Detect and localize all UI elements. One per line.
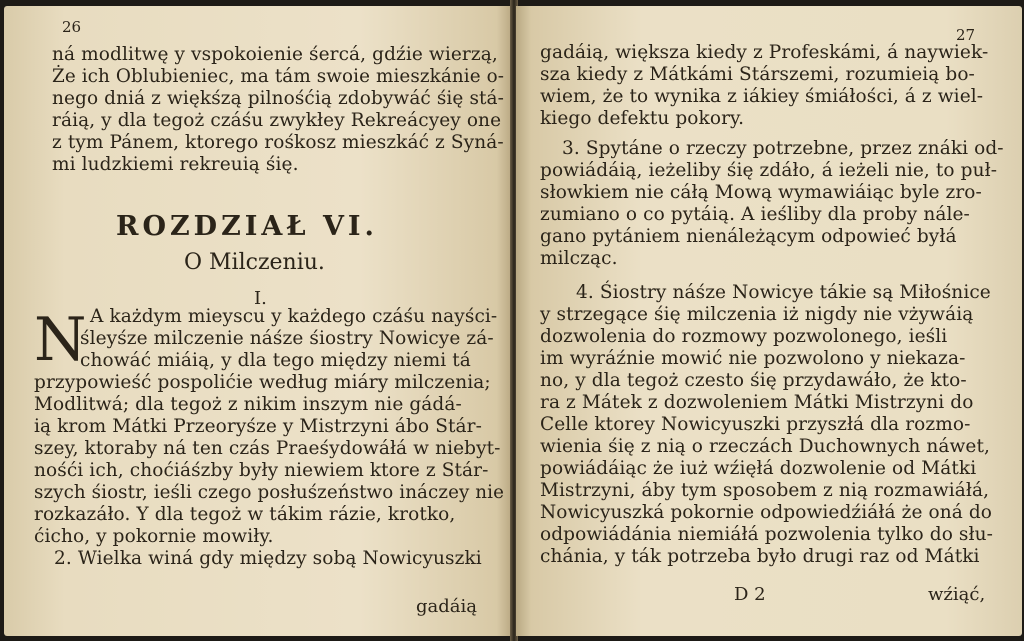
text-line: im wyráźnie mowić nie pozwolono y niekaza-	[540, 348, 966, 369]
text-line: Modlitwá; dla tegoż z nikim inszym nie gádá-	[34, 394, 462, 415]
text-line: Że ich Oblubieniec, ma tám swoie mieszkánie o-	[52, 66, 504, 87]
text-line: gano pytániem nienáleżącym odpowieć byłá	[540, 226, 957, 247]
drop-cap: N	[34, 305, 87, 375]
text-line: nośći ich, choćiáśzby były niewiem ktore z Stár-	[34, 460, 489, 481]
section-number: I.	[254, 288, 267, 309]
text-line: milcząc.	[540, 248, 618, 269]
text-line: Nowicyuszká pokornie odpowiedźiáłá że oná do	[540, 502, 993, 523]
page-number: 26	[62, 18, 82, 36]
text-line: 4. Śiostry náśze Nowicye tákie są Miłośnice	[576, 282, 991, 303]
text-line: nego dniá z więkśzą pilnośćią zdobywáć śię stá-	[52, 88, 504, 109]
text-line: kiego defektu pokory.	[540, 108, 745, 129]
text-line: 2. Wielka winá gdy między sobą Nowicyuszki	[54, 548, 482, 569]
text-line: chánia, y ták potrzeba było drugi raz od Mátki	[540, 546, 980, 567]
left-page	[4, 6, 512, 636]
text-line: odpowiádánia niemiáłá pozwolenia tylko do słu-	[540, 524, 993, 545]
text-line: gadáią, większa kiedy z Profeskámi, á naywiek-	[540, 42, 989, 63]
text-line: chowáć miáią, y dla tego między niemi tá	[80, 350, 471, 371]
text-line: ra z Mátek z dozwoleniem Mátki Mistrzyni do	[540, 392, 974, 413]
text-line: powiádáią, ieżeliby śię zdáło, á ieżeli nie, to puł-	[540, 160, 998, 181]
chapter-subtitle: O Milczeniu.	[184, 250, 325, 275]
text-line: rozkazáło. Y dla tegoż w tákim rázie, krotko,	[34, 504, 456, 525]
text-line: A każdym mieyscu y każdego czáśu nayści-	[90, 306, 498, 327]
text-line: powiádáiąc że iuż wźięłá dozwolenie od Mátki	[540, 458, 977, 479]
text-line: Mistrzyni, áby tym sposobem z nią rozmawiáłá,	[540, 480, 990, 501]
catchword: wźiąć,	[928, 584, 986, 605]
text-line: dozwolenia do rozmowy pozwolonego, ieśli	[540, 326, 948, 347]
text-line: wienia śię z nią o rzeczách Duchownych náwet,	[540, 436, 990, 457]
text-line: mi ludzkiemi rekreuią śię.	[52, 154, 299, 175]
text-line: szey, ktoraby ná ten czás Praeśydowáłá w niebyt-	[34, 438, 501, 459]
right-page	[516, 6, 1022, 636]
text-line: y strzegące śię milczenia iż nigdy nie vżywáią	[540, 304, 974, 325]
text-line: z tym Pánem, ktorego rośkosz mieszkáć z Syná-	[52, 132, 504, 153]
text-line: Celle ktorey Nowicyuszki przyszłá dla rozmo-	[540, 414, 971, 435]
page-number: 27	[956, 26, 976, 44]
chapter-title: ROZDZIAŁ VI.	[116, 211, 378, 242]
text-line: słowkiem nie cáłą Mową wymawiáiąc byle zro-	[540, 182, 982, 203]
text-line: śleyśze milczenie náśze śiostry Nowicye zá-	[80, 328, 494, 349]
text-line: ią krom Mátki Przeoryśze y Mistrzyni ábo Stár-	[34, 416, 482, 437]
signature-mark: D 2	[734, 584, 766, 605]
text-line: ćicho, y pokornie mowiły.	[34, 526, 274, 547]
text-line: przypowieść pospolićie według miáry milczenia;	[34, 372, 491, 393]
text-line: sza kiedy z Mátkámi Stárszemi, rozumieią bo-	[540, 64, 975, 85]
text-line: ráią, y dla tegoż czáśu zwykłey Rekreácyey one	[52, 110, 502, 131]
text-line: no, y dla tegoż czesto śię przydawáło, że kto-	[540, 370, 967, 391]
text-line: 3. Spytáne o rzeczy potrzebne, przez znáki od-	[562, 138, 1004, 159]
text-line: zumiano o co pytáią. A ieśliby dla proby nále-	[540, 204, 970, 225]
catchword: gadáią	[416, 596, 477, 617]
text-line: wiem, że to wynika z iákiey śmiáłości, á z wiel-	[540, 86, 984, 107]
text-line: ná modlitwę y vspokoienie śercá, gdźie wierzą,	[52, 44, 498, 65]
text-line: szych śiostr, ieśli czego posłuśzeństwo ináczey nie	[34, 482, 504, 503]
